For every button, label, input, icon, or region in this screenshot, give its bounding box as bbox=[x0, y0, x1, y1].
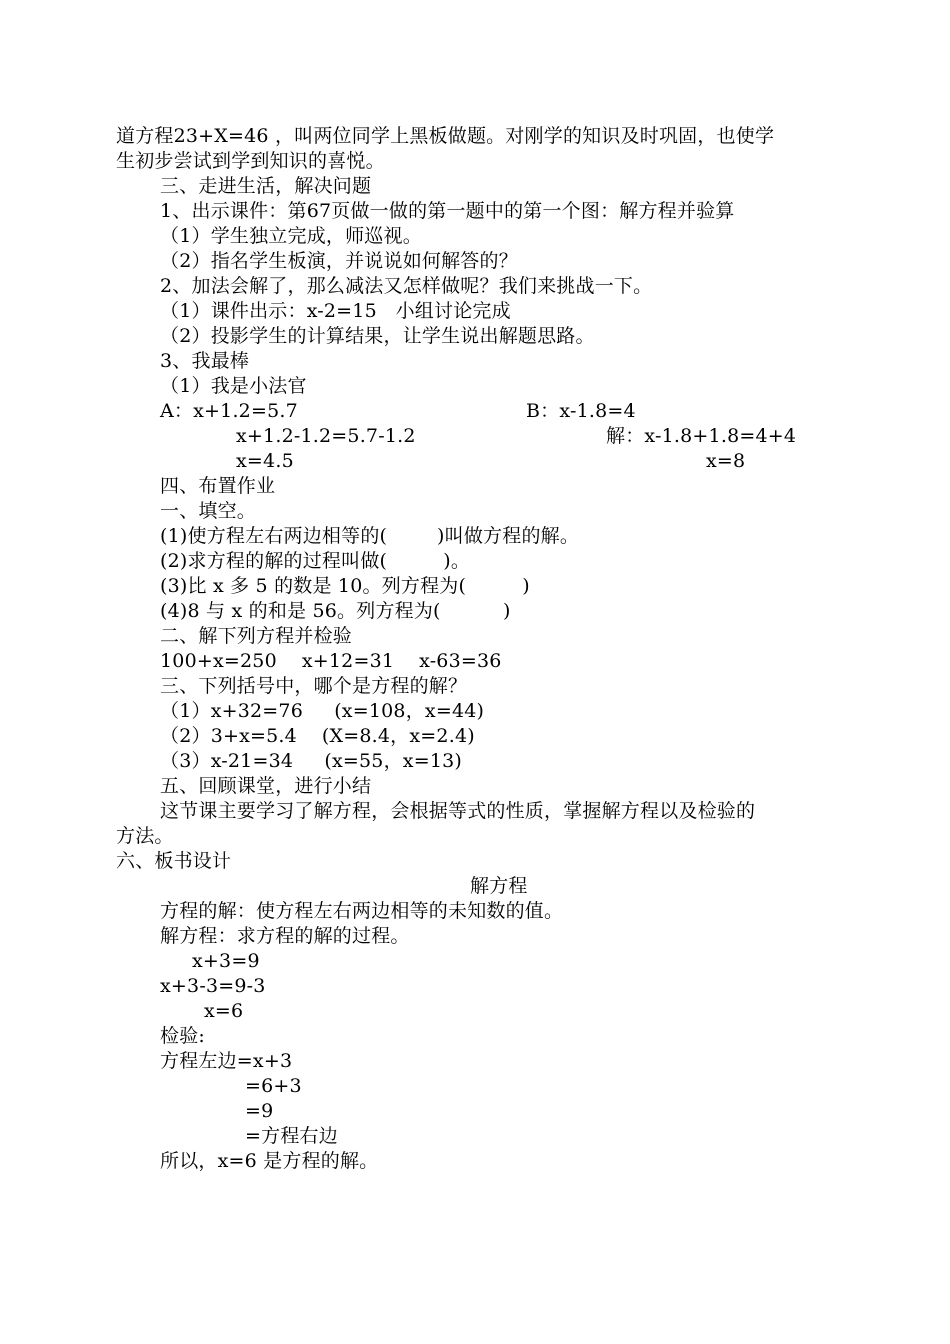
paragraph-line: 三、下列括号中，哪个是方程的解？ bbox=[160, 675, 468, 697]
board-equation: x+3-3=9-3 bbox=[160, 975, 266, 997]
paragraph-line: 二、解下列方程并检验 bbox=[160, 625, 353, 647]
paragraph-line: 道方程23+X=46 ，叫两位同学上黑板做题。对刚学的知识及时巩固，也使学 bbox=[116, 125, 775, 147]
paragraph-line: （1）我是小法官 bbox=[160, 375, 307, 397]
paragraph-line: 生初步尝试到学到知识的喜悦。 bbox=[116, 150, 385, 172]
paragraph-line: 3、我最棒 bbox=[160, 350, 250, 372]
section-heading: 五、回顾课堂，进行小结 bbox=[160, 775, 372, 797]
paragraph-line: （2）指名学生板演，并说说如何解答的？ bbox=[160, 250, 518, 272]
equation-a-step: x+1.2-1.2=5.7-1.2 bbox=[236, 425, 416, 447]
board-check-label: 检验: bbox=[160, 1025, 206, 1047]
paragraph-line: （2）投影学生的计算结果，让学生说出解题思路。 bbox=[160, 325, 595, 347]
equation-a-result: x=4.5 bbox=[236, 450, 294, 472]
paragraph-line: 一、填空。 bbox=[160, 500, 257, 522]
equation-b: B：x-1.8=4 bbox=[526, 400, 636, 422]
section-heading: 四、布置作业 bbox=[160, 475, 276, 497]
board-equation: x=6 bbox=[204, 1000, 244, 1022]
paragraph-line: 解方程：求方程的解的过程。 bbox=[160, 925, 410, 947]
board-title: 解方程 bbox=[470, 875, 528, 897]
board-check: =6+3 bbox=[245, 1075, 302, 1097]
paragraph-line: （1）课件出示：x-2=15 小组讨论完成 bbox=[160, 300, 511, 322]
paragraph-line: (4)8 与 x 的和是 56。列方程为( ) bbox=[160, 600, 511, 622]
board-check: 方程左边=x+3 bbox=[160, 1050, 293, 1072]
paragraph-line: 2、加法会解了，那么减法又怎样做呢？我们来挑战一下。 bbox=[160, 275, 653, 297]
paragraph-line: (3)比 x 多 5 的数是 10。列方程为( ) bbox=[160, 575, 530, 597]
section-heading: 六、板书设计 bbox=[116, 850, 232, 872]
paragraph-line: (2)求方程的解的过程叫做( )。 bbox=[160, 550, 471, 572]
paragraph-line: 100+x=250 x+12=31 x-63=36 bbox=[160, 650, 502, 672]
paragraph-line: 方程的解：使方程左右两边相等的未知数的值。 bbox=[160, 900, 564, 922]
section-heading: 三、走进生活，解决问题 bbox=[160, 175, 372, 197]
paragraph-line: （1）学生独立完成，师巡视。 bbox=[160, 225, 422, 247]
board-check: =9 bbox=[245, 1100, 274, 1122]
equation-b-step: 解：x-1.8+1.8=4+4 bbox=[606, 425, 797, 447]
board-conclusion: 所以，x=6 是方程的解。 bbox=[160, 1150, 379, 1172]
paragraph-line: （2）3+x=5.4 (X=8.4，x=2.4) bbox=[160, 725, 475, 747]
paragraph-line: （1）x+32=76 (x=108，x=44) bbox=[160, 700, 485, 722]
equation-b-result: x=8 bbox=[706, 450, 746, 472]
board-equation: x+3=9 bbox=[192, 950, 260, 972]
paragraph-line: 方法。 bbox=[116, 825, 174, 847]
equation-a: A：x+1.2=5.7 bbox=[160, 400, 298, 422]
paragraph-line: 这节课主要学习了解方程，会根据等式的性质，掌握解方程以及检验的 bbox=[160, 800, 756, 822]
paragraph-line: （3）x-21=34 (x=55，x=13) bbox=[160, 750, 463, 772]
paragraph-line: 1、出示课件：第67页做一做的第一题中的第一个图：解方程并验算 bbox=[160, 200, 735, 222]
paragraph-line: (1)使方程左右两边相等的( )叫做方程的解。 bbox=[160, 525, 580, 547]
board-check: =方程右边 bbox=[245, 1125, 338, 1147]
